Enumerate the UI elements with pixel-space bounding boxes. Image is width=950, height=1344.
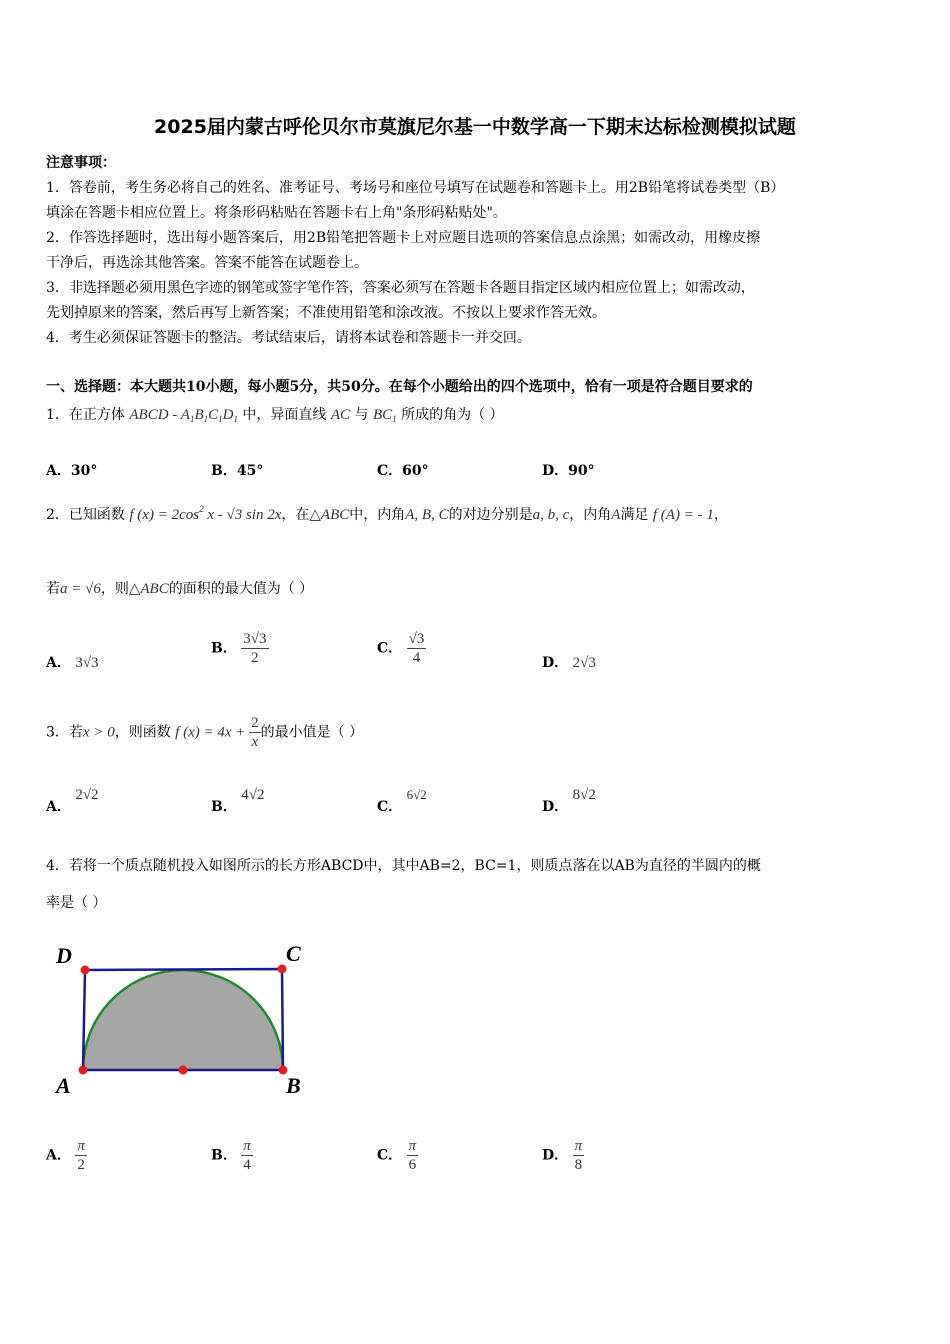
q2-option-c[interactable]: C． $\frac{√3}{4}$ [377,631,425,666]
q3-option-c[interactable]: C． 6√2 [377,787,427,815]
q1-option-d[interactable]: D．90° [542,463,595,479]
q3-function: f (x) = 4x + [175,724,250,741]
q1-option-b[interactable]: B．45° [211,463,264,479]
page-title: 2025届内蒙古呼伦贝尔市莫旗尼尔基一中数学高一下期末达标检测模拟试题 [154,116,796,138]
q2-function: f $(x) = 2\cos^2$ x - √3 sin 2x [129,504,282,523]
q1-option-a[interactable]: A．30° [46,463,98,479]
q1-option-c[interactable]: C．60° [377,463,429,479]
q2-number: 2． [46,507,69,523]
semicircle-region [83,970,283,1070]
notes-heading: 注意事项： [46,155,116,171]
question-2-line2: 若a = √6，则△ABC的面积的最大值为（ ） [46,581,314,597]
q3-option-b[interactable]: B． 4√2 [211,787,265,815]
point-a [79,1066,88,1075]
q2-condition: f (A) = - 1 [652,507,714,523]
q3-option-a[interactable]: A． 2√2 [46,787,99,815]
note-4: 4．考生必须保证答题卡的整洁。考试结束后，请将本试卷和答题卡一并交回。 [46,330,531,346]
q1-cube: ABCD - $A_1B_1C_1D_1$ [129,407,238,424]
question-2: 2．已知函数 f $(x) = 2\cos^2$ x - √3 sin 2x，在△ABC中，内角A, B, C的对边分别是a, b, c，内角A满足 f (A) = - 1， [46,504,728,523]
note-3a: 3．非选择题必须用黑色字迹的钢笔或签字笔作答，答案必须写在答题卡各题目指定区域内相应位置上；如需改动， [46,280,755,296]
q3-number: 3． [46,724,69,741]
note-2a: 2．作答选择题时，选出每小题答案后，用2B铅笔把答题卡上对应题目选项的答案信息点涂黑；如需改动，用橡皮擦 [46,230,761,246]
label-a: A [56,1073,71,1098]
label-b: B [286,1073,301,1098]
q4-option-a[interactable]: A． $\frac{\pi}{2}$ [46,1138,85,1173]
q1-number: 1． [46,407,69,423]
point-center [179,1066,188,1075]
section-heading: 一、选择题：本大题共10小题，每小题5分，共50分。在每个小题给出的四个选项中，恰有一项是符合题目要求的 [46,379,753,395]
q4-figure [50,935,320,1110]
note-2b: 干净后，再选涂其他答案。答案不能答在试题卷上。 [46,255,368,271]
q2-option-b[interactable]: B． $\frac{3√3}{2}$ [211,631,267,666]
q3-option-d[interactable]: D． 8√2 [542,787,596,815]
q2-option-a[interactable]: A． 3√3 [46,655,99,671]
q4-number: 4． [46,858,69,874]
q4-option-c[interactable]: C． $\frac{\pi}{6}$ [377,1138,417,1173]
q4-option-d[interactable]: D． $\frac{\pi}{8}$ [542,1138,583,1173]
label-c: C [286,941,301,966]
note-3b: 先划掉原来的答案，然后再写上新答案；不准使用铅笔和涂改液。不按以上要求作答无效。 [46,305,606,321]
question-1: 1．在正方体 ABCD - $A_1B_1C_1D_1$ 中，异面直线 AC 与 $BC_1$ 所成的角为（ ） [46,407,504,424]
q2-option-d[interactable]: D． 2√3 [542,655,596,671]
point-d [81,966,90,975]
q4-option-b[interactable]: B． $\frac{\pi}{4}$ [211,1138,251,1173]
note-1b: 填涂在答题卡相应位置上。将条形码粘贴在答题卡右上角"条形码粘贴处"。 [46,205,507,221]
label-d: D [56,943,72,968]
question-4: 4．若将一个质点随机投入如图所示的长方形ABCD中，其中AB=2，BC=1，则质点落在以AB为直径的半圆内的概 [46,858,761,874]
note-1a: 1．答卷前，考生务必将自己的姓名、准考证号、考场号和座位号填写在试题卷和答题卡上。用2B铅笔将试卷类型（B） [46,180,785,196]
question-3: 3．若x > 0，则函数 f (x) = 4x + $\frac{2}{x}$ 的最小值是（ ） [46,715,364,750]
question-4-line2: 率是（ ） [46,895,107,911]
